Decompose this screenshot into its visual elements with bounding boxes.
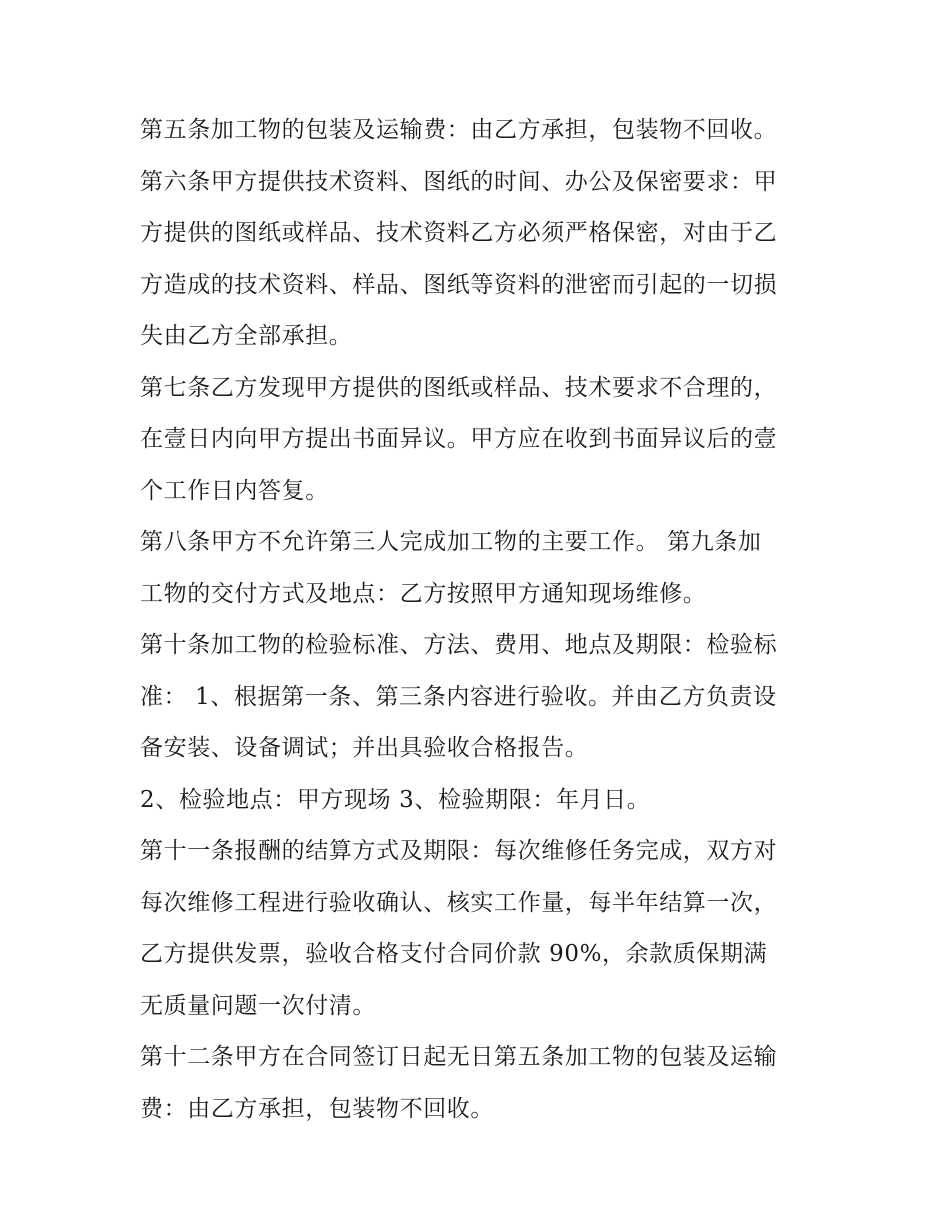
text-line: 在壹日内向甲方提出书面异议。甲方应在收到书面异议后的壹 xyxy=(140,426,778,452)
text-line: 方造成的技术资料、样品、图纸等资料的泄密而引起的一切损 xyxy=(140,271,778,298)
text-line: 费：由乙方承担，包装物不回收。 xyxy=(140,1095,494,1122)
text-line: 第十一条报酬的结算方式及期限：每次维修任务完成，双方对 xyxy=(140,838,778,864)
text-line: 方提供的图纸或样品、技术资料乙方必须严格保密，对由于乙 xyxy=(140,220,778,246)
text-line: 工物的交付方式及地点：乙方按照甲方通知现场维修。 xyxy=(140,580,707,607)
text-line: 第七条乙方发现甲方提供的图纸或样品、技术要求不合理的， xyxy=(140,374,778,401)
text-line: 每次维修工程进行验收确认、核实工作量，每半年结算一次， xyxy=(140,889,778,916)
text-line: 第五条加工物的包装及运输费：由乙方承担，包装物不回收。 xyxy=(140,117,778,143)
text-line: 第十二条甲方在合同签订日起无日第五条加工物的包装及运输 xyxy=(140,1044,778,1070)
text-line: 第六条甲方提供技术资料、图纸的时间、办公及保密要求：甲 xyxy=(140,168,778,195)
contract-text-body xyxy=(140,105,820,1135)
text-line: 个工作日内答复。 xyxy=(140,477,329,504)
text-line: 失由乙方全部承担。 xyxy=(140,323,353,349)
text-line: 备安装、设备调试；并出具验收合格报告。 xyxy=(140,735,589,761)
text-line: 第八条甲方不允许第三人完成加工物的主要工作。 第九条加 xyxy=(140,529,762,555)
text-line: 第十条加工物的检验标准、方法、费用、地点及期限：检验标 xyxy=(140,632,778,658)
text-line: 无质量问题一次付清。 xyxy=(140,992,376,1019)
text-line: 乙方提供发票，验收合格支付合同价款 90%，余款质保期满 xyxy=(140,941,768,967)
text-line: 准： 1、根据第一条、第三条内容进行验收。并由乙方负责设 xyxy=(140,683,777,710)
text-line: 2、检验地点：甲方现场 3、检验期限：年月日。 xyxy=(140,786,651,813)
